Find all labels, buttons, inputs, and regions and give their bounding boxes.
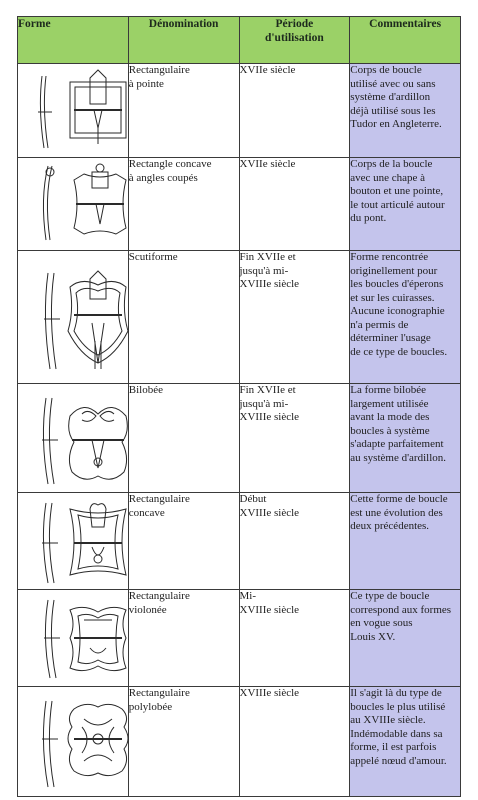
table-row — [18, 251, 461, 384]
periode-cell: XVIIe siècle — [239, 158, 350, 251]
commentaire-cell: Ce type de boucle correspond aux formes en vogue sous Louis XV. — [350, 590, 461, 687]
periode-cell: Fin XVIIe et jusqu'à mi- XVIIIe siècle — [239, 384, 350, 493]
denomination-cell: Rectangulaire à pointe — [128, 64, 239, 158]
forme-cell — [18, 493, 129, 590]
periode-cell: XVIIIe siècle — [239, 687, 350, 797]
header-forme: Forme — [18, 17, 129, 64]
periode-cell: Fin XVIIe et jusqu'à mi- XVIIIe siècle — [239, 251, 350, 384]
table-row — [18, 590, 461, 687]
denomination-cell: Rectangulaire concave — [128, 493, 239, 590]
commentaire-cell: Cette forme de boucle est une évolution des deux précédentes. — [350, 493, 461, 590]
rectangular-concave-buckle-icon — [18, 493, 136, 589]
commentaire-cell: La forme bilobée largement utilisée avant la mode des boucles à système s'adapte parfaitement au système d'ardillon. — [350, 384, 461, 493]
commentaire-cell: Corps de boucle utilisé avec ou sans système d'ardillon déjà utilisé sous les Tudor en Angleterre. — [350, 64, 461, 158]
shield-shaped-buckle-icon — [18, 251, 136, 383]
periode-cell: Mi- XVIIIe siècle — [239, 590, 350, 687]
header-commentaires: Commentaires — [350, 17, 461, 64]
rectangular-pointed-buckle-icon — [18, 64, 136, 157]
header-periode: Période d'utilisation — [239, 17, 350, 64]
denomination-cell: Rectangle concave à angles coupés — [128, 158, 239, 251]
periode-cell: XVIIe siècle — [239, 64, 350, 158]
forme-cell — [18, 158, 129, 251]
commentaire-cell: Forme rencontrée originellement pour les boucles d'éperons et sur les cuirasses. Aucune iconographie n'a permis de déterminer l'usage de ce type de boucles. — [350, 251, 461, 384]
buckle-types-table — [17, 16, 461, 797]
table-header-row — [18, 17, 461, 64]
table-row — [18, 687, 461, 797]
table-row — [18, 158, 461, 251]
multilobed-buckle-icon — [18, 687, 136, 796]
denomination-cell: Rectangulaire polylobée — [128, 687, 239, 797]
commentaire-cell: Il s'agit là du type de boucles le plus utilisé au XVIIIe siècle. Indémodable dans sa forme, il est parfois appelé nœud d'amour. — [350, 687, 461, 797]
table-row — [18, 64, 461, 158]
concave-cut-corner-buckle-icon — [18, 158, 136, 250]
violin-shaped-buckle-icon — [18, 590, 136, 686]
bilobed-buckle-icon — [18, 384, 136, 492]
commentaire-cell: Corps de la boucle avec une chape à bouton et une pointe, le tout articulé autour du pont. — [350, 158, 461, 251]
forme-cell — [18, 64, 129, 158]
table-row — [18, 384, 461, 493]
denomination-cell: Rectangulaire violonée — [128, 590, 239, 687]
denomination-cell: Scutiforme — [128, 251, 239, 384]
forme-cell — [18, 687, 129, 797]
table-row — [18, 493, 461, 590]
forme-cell — [18, 384, 129, 493]
periode-cell: Début XVIIIe siècle — [239, 493, 350, 590]
header-denomination: Dénomination — [128, 17, 239, 64]
denomination-cell: Bilobée — [128, 384, 239, 493]
forme-cell — [18, 251, 129, 384]
forme-cell — [18, 590, 129, 687]
